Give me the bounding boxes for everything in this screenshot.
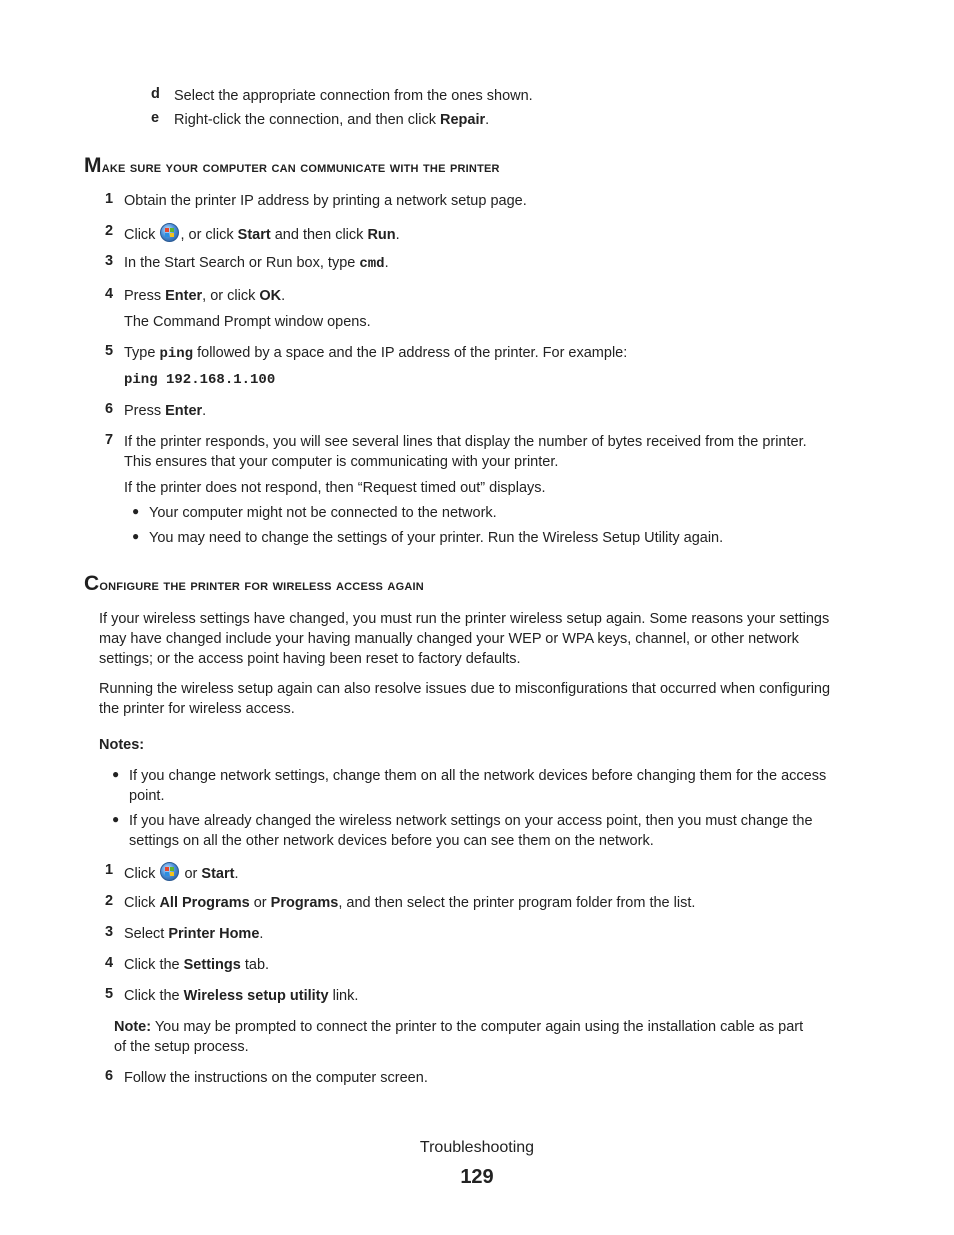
- step-text: Type ping followed by a space and the IP address of the printer. For example:: [124, 345, 628, 362]
- step-number: 5: [105, 986, 114, 1002]
- step-text: In the Start Search or Run box, type cmd.: [124, 255, 389, 272]
- bullet-icon: ●: [132, 529, 140, 543]
- paragraph-line: settings; or the access point having been reset to factory defaults.: [99, 651, 521, 667]
- step-text: Press Enter, or click OK.: [124, 288, 286, 304]
- substep-e-text: Right-click the connection, and then click Repair.: [174, 112, 490, 128]
- step-subtext: The Command Prompt window opens.: [124, 314, 371, 330]
- step-text: Click All Programs or Programs, and then select the printer program folder from the list.: [124, 895, 696, 911]
- note-text: If you have already changed the wireless network settings on your access point, then you must change the: [129, 813, 813, 829]
- step-number: 5: [105, 343, 114, 359]
- bullet-icon: ●: [112, 812, 120, 826]
- footer-section-title: Troubleshooting: [419, 1139, 535, 1156]
- paragraph-line: Running the wireless setup again can also resolve issues due to misconfigurations that occurred when configuring: [99, 681, 831, 697]
- step-text: Press Enter.: [124, 403, 207, 419]
- step-subtext: If the printer does not respond, then “Request timed out” displays.: [124, 480, 546, 496]
- note-block-continued: of the setup process.: [114, 1039, 249, 1055]
- bullet-text: You may need to change the settings of your printer. Run the Wireless Setup Utility again.: [149, 530, 724, 546]
- step-number: 3: [105, 924, 114, 940]
- step-number: 6: [105, 401, 114, 417]
- note-block: Note: You may be prompted to connect the printer to the computer again using the installation cable as part: [114, 1019, 804, 1035]
- step-number: 2: [105, 223, 114, 239]
- code-ping: ping: [159, 346, 194, 362]
- bullet-text: Your computer might not be connected to the network.: [149, 505, 497, 521]
- step-number: 3: [105, 253, 114, 269]
- note-text: If you change network settings, change them on all the network devices before changing them for the access: [129, 768, 827, 784]
- step-text: Obtain the printer IP address by printing a network setup page.: [124, 193, 527, 209]
- substep-d-text: Select the appropriate connection from the ones shown.: [174, 88, 533, 104]
- step-number: 1: [105, 862, 114, 878]
- note-text: settings on all the other network devices before you can see them on the network.: [129, 833, 654, 849]
- step-text: Click the Wireless setup utility link.: [124, 988, 359, 1004]
- step-number: 4: [105, 955, 114, 971]
- notes-label: Notes:: [99, 737, 145, 753]
- step-text: Click the Settings tab.: [124, 957, 270, 973]
- step-text: Follow the instructions on the computer screen.: [124, 1070, 428, 1086]
- step-text: This ensures that your computer is communicating with your printer.: [124, 454, 559, 470]
- paragraph-line: If your wireless settings have changed, you must run the printer wireless setup again. Some reasons your settings: [99, 611, 830, 627]
- bullet-icon: ●: [132, 504, 140, 518]
- windows-start-orb-icon: [160, 223, 179, 242]
- paragraph-line: may have changed include your having manually changed your WEP or WPA keys, channel, or other network: [99, 631, 799, 647]
- step-number: 7: [105, 432, 114, 448]
- section-heading-configure: Configure the printer for wireless access again: [84, 572, 424, 595]
- step-number: 2: [105, 893, 114, 909]
- step-text: Click or Start.: [124, 862, 238, 884]
- code-example: ping 192.168.1.100: [124, 372, 276, 388]
- code-cmd: cmd: [359, 256, 385, 272]
- step-number: 1: [105, 191, 114, 207]
- substep-letter-d: d: [151, 86, 160, 102]
- step-number: 4: [105, 286, 114, 302]
- step-text: If the printer responds, you will see several lines that display the number of bytes received from the printer.: [124, 434, 807, 450]
- substep-letter-e: e: [151, 110, 160, 126]
- section-heading-communicate: Make sure your computer can communicate with the printer: [84, 154, 500, 177]
- step-text: Select Printer Home.: [124, 926, 264, 942]
- note-text: point.: [129, 788, 165, 804]
- step-text: Click , or click Start and then click Run.: [124, 223, 400, 245]
- page-number: 129: [460, 1166, 494, 1188]
- step-number: 6: [105, 1068, 114, 1084]
- paragraph-line: the printer for wireless access.: [99, 701, 295, 717]
- bullet-icon: ●: [112, 767, 120, 781]
- windows-start-orb-icon: [160, 862, 179, 881]
